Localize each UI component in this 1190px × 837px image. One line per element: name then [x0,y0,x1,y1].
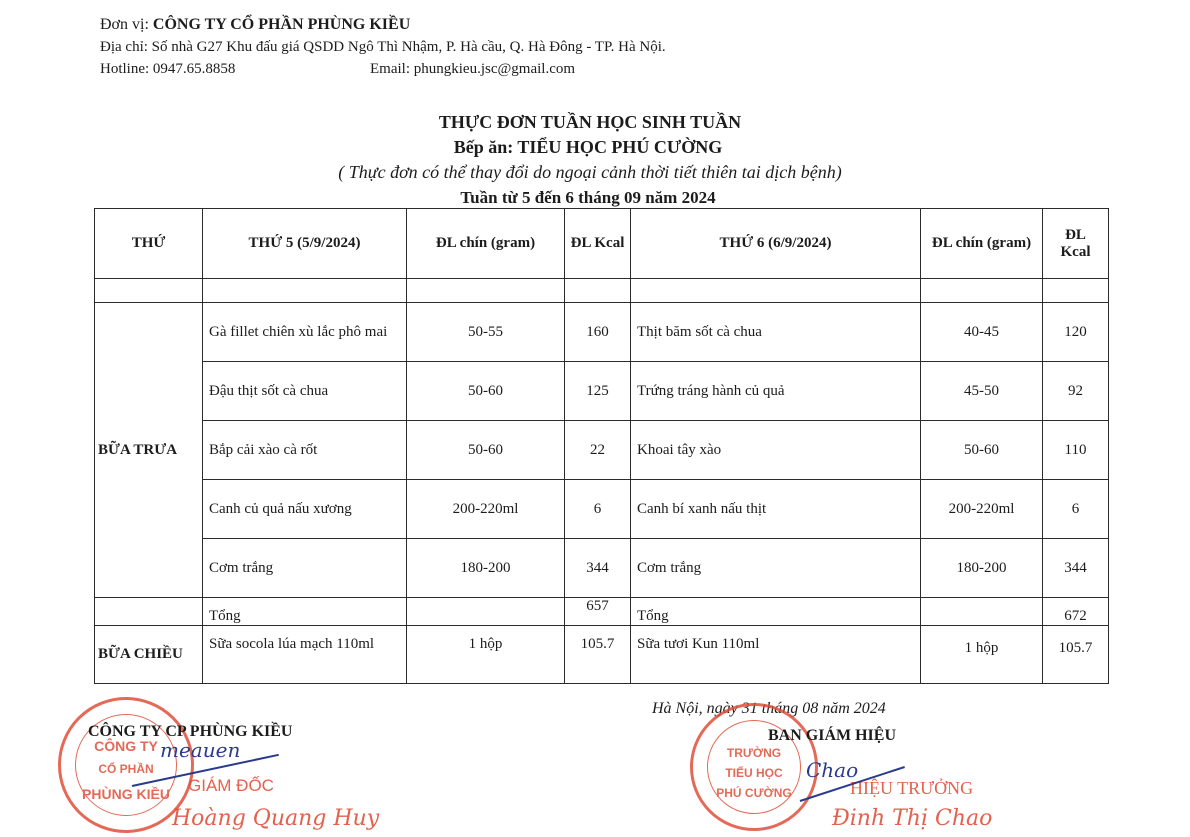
total-label-thu5: Tổng [203,598,407,626]
meal-afternoon-label: BỮA CHIỀU [95,626,203,684]
total-kcal-thu6: 672 [1043,598,1109,626]
table-header-row [95,209,1109,279]
header-thu5: THỨ 5 (5/9/2024) [203,209,407,279]
kcal-cell: 110 [1043,421,1109,480]
gram-cell: 180-200 [921,539,1043,598]
company-email: Email: phungkieu.jsc@gmail.com [370,61,576,77]
dish-cell: Trứng tráng hành củ quả [631,362,921,421]
kcal-cell: 22 [565,421,631,480]
kcal-cell: 120 [1043,303,1109,362]
kcal-cell: 6 [1043,480,1109,539]
dish-cell: Canh bí xanh nấu thịt [631,480,921,539]
weekly-menu-table [94,208,1109,684]
principal-name: Đinh Thị Chao [832,806,993,831]
dish-cell: Bắp cải xào cà rốt [203,421,407,480]
dish-cell: Cơm trắng [631,539,921,598]
principal-title: HIỆU TRƯỞNG [850,778,974,798]
table-row [95,421,1109,480]
company-address: Địa chỉ: Số nhà G27 Khu đấu giá QSDD Ngô Thì Nhậm, P. Hà cầu, Q. Hà Đông - TP. Hà Nội. [100,39,666,55]
kcal-cell: 105.7 [565,626,631,684]
header-thu6: THỨ 6 (6/9/2024) [631,209,921,279]
total-row [95,598,1109,626]
dish-cell: Sữa tươi Kun 110ml [631,626,921,684]
total-label-thu6: Tổng [631,598,921,626]
company-header [100,14,666,80]
week-range: Tuần từ 5 đến 6 tháng 09 năm 2024 [460,188,716,207]
director-signature: meauen [160,738,241,762]
kcal-cell: 344 [565,539,631,598]
director-name: Hoàng Quang Huy [172,806,380,831]
company-unit: Đơn vị: CÔNG TY CỔ PHẦN PHÙNG KIỀU [100,16,411,33]
gram-cell: 50-60 [407,421,565,480]
header-kcal5: ĐL Kcal [565,209,631,279]
gram-cell: 50-55 [407,303,565,362]
kcal-cell: 105.7 [1043,626,1109,684]
dish-cell: Sữa socola lúa mạch 110ml [203,626,407,684]
gram-cell: 50-60 [407,362,565,421]
total-kcal-thu5: 657 [565,598,631,626]
gram-cell: 40-45 [921,303,1043,362]
sign-date: Hà Nội, ngày 31 tháng 08 năm 2024 [652,700,886,717]
header-day: THỨ [95,209,203,279]
director-title: GIÁM ĐỐC [188,776,274,795]
kcal-cell: 92 [1043,362,1109,421]
gram-cell: 50-60 [921,421,1043,480]
meal-lunch-label: BỮA TRƯA [95,303,203,598]
menu-note: ( Thực đơn có thể thay đổi do ngoại cảnh thời tiết thiên tai dịch bệnh) [338,162,842,182]
table-row [95,539,1109,598]
document-titles [0,110,1190,210]
kitchen-name: Bếp ăn: TIỂU HỌC PHÚ CƯỜNG [453,137,723,157]
gram-cell: 200-220ml [921,480,1043,539]
dish-cell: Canh củ quả nấu xương [203,480,407,539]
school-stamp: TRƯỜNG TIỂU HỌC PHÚ CƯỜNG [690,703,818,831]
dish-cell: Khoai tây xào [631,421,921,480]
table-row [95,362,1109,421]
dish-cell: Cơm trắng [203,539,407,598]
kcal-cell: 6 [565,480,631,539]
principal-signature: Chao [806,758,859,782]
kcal-cell: 125 [565,362,631,421]
table-row [95,480,1109,539]
kcal-cell: 344 [1043,539,1109,598]
afternoon-row [95,626,1109,684]
company-name: CÔNG TY CỔ PHẦN PHÙNG KIỀU [152,16,411,33]
company-signer-org: CÔNG TY CP PHÙNG KIỀU [88,723,293,740]
gram-cell: 180-200 [407,539,565,598]
kcal-cell: 160 [565,303,631,362]
dish-cell: Đậu thịt sốt cà chua [203,362,407,421]
header-gram6: ĐL chín (gram) [921,209,1043,279]
gram-cell: 1 hộp [407,626,565,684]
table-row [95,303,1109,362]
header-gram5: ĐL chín (gram) [407,209,565,279]
document-title: THỰC ĐƠN TUẦN HỌC SINH TUẦN [438,112,742,132]
gram-cell: 45-50 [921,362,1043,421]
dish-cell: Thịt băm sốt cà chua [631,303,921,362]
company-stamp: CÔNG TY CỔ PHẦN PHÙNG KIỀU [58,697,194,833]
gram-cell: 200-220ml [407,480,565,539]
header-kcal6: ĐL Kcal [1043,209,1109,279]
spacer-row [95,279,1109,303]
school-signer-org: BAN GIÁM HIỆU [768,727,897,744]
company-hotline: Hotline: 0947.65.8858 [100,61,236,77]
dish-cell: Gà fillet chiên xù lắc phô mai [203,303,407,362]
gram-cell: 1 hộp [921,626,1043,684]
